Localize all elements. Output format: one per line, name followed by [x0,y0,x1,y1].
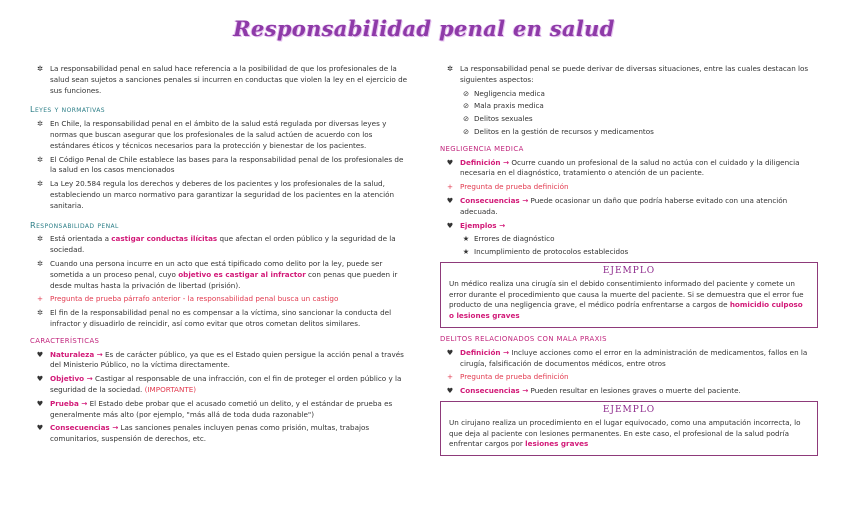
aspect-text: Mala praxis medica [474,101,544,111]
resp-text-part: que afectan el orden público y la seguridad de la sociedad. [50,234,396,255]
intro-text: La responsabilidad penal en salud hace referencia a la posibilidad de que los profesionales de la salud sean sujetos a sanciones penales si incurren en conductas que violen la ley en el ejercicio de sus funciones. [50,64,408,95]
example-box [440,401,818,456]
resp-item [30,308,410,330]
caract-item [30,350,410,372]
resp-item [30,259,410,291]
example-text: Errores de diagnóstico [474,234,555,244]
aspect-item [440,114,818,125]
question-text: Pregunta de prueba definición [460,182,569,192]
mala-item [440,386,818,397]
caract-key: Consecuencias → [50,423,119,433]
heart-icon: ♥ [36,374,44,384]
neg-item [440,221,818,232]
leyes-item-text: En Chile, la responsabilidad penal en el ámbito de la salud está regulada por diversas leyes y normas que buscan asegurar que los profesionales de la salud actúen de acuerdo con los estándares éticos y técnicos necesarios para la protección y bienestar de los pacientes. [50,119,387,150]
question-note [30,294,410,305]
example-box-body: Un cirujano realiza un procedimiento en el lugar equivocado, como una amputación incorrecta, lo que deja al paciente con lesiones permanentes. En este caso, el profesional de la salud podría enfrentar cargos por [449,417,801,449]
resp-key-phrase: castigar conductas ilícitas [111,234,218,244]
caract-text: El Estado debe probar que el acusado cometió un delito, y el estándar de prueba es generalmente más alto (por ejemplo, "más allá de toda duda razonable") [50,398,393,419]
resp-item-text: El fin de la responsabilidad penal no es compensar a la víctima, sino sancionar la conducta del infractor y disuadirlo de reincidir, así como evitar que otros cometan delitos similares. [50,308,392,328]
aspect-text: Delitos sexuales [474,114,533,124]
example-box-key: lesiones graves [525,439,589,449]
resp-text-part: Cuando una persona incurre en un acto que está tipificado como delito por la ley, puede ser sometida a un proceso penal, cuyo [50,258,383,279]
neg-text: Puede ocasionar un daño que podría haberse evitado con una atención adecuada. [460,195,788,216]
star-bullet-icon: ✲ [36,234,44,244]
resp-key-phrase: objetivo es castigar al infractor [178,269,306,279]
right-column [440,64,818,461]
star-bullet-icon: ✲ [36,64,44,73]
caract-item [30,374,410,396]
caract-item [30,423,410,445]
aspect-text: Delitos en la gestión de recursos y medicamentos [474,126,654,136]
plus-icon: + [36,294,44,304]
neg-item [440,158,818,180]
leyes-item-text: La Ley 20.584 regula los derechos y deberes de los pacientes y los profesionales de la salud, estableciendo un marco normativo para garantizar la seguridad de los pacientes en la atención sanitaria. [50,179,395,210]
mala-text: Incluye acciones como el error en la administración de medicamentos, fallos en la cirugía, falsificación de documentos médicos, entre otros [460,347,808,368]
leyes-heading: Leyes y normativas [30,104,105,115]
resp-item [30,234,410,256]
caract-key: Prueba → [50,398,88,408]
caract-item-text [50,399,410,421]
star-icon: ★ [462,234,470,244]
heart-icon: ♥ [36,398,44,408]
aspect-text: Negligencia medica [474,88,545,98]
example-item [440,234,818,245]
star-icon: ★ [462,247,470,257]
heart-icon: ♥ [446,347,454,357]
example-box [440,262,818,328]
caract-text: Las sanciones penales incluyen penas como prisión, multas, trabajos comunitarios, suspensión de derechos, etc. [50,423,370,444]
leyes-item-text: El Código Penal de Chile establece las bases para la responsabilidad penal de los profesionales de la salud en los casos mencionados [50,154,404,175]
example-box-key: homicidio culposo o lesiones graves [449,300,803,321]
plus-icon: + [446,182,454,192]
mala-item-text [460,386,818,397]
example-box-body: Un médico realiza una cirugía sin el debido consentimiento informado del paciente y comete un error durante el procedimiento que causa la muerte del paciente. Si se demuestra que el error fue producto de una negligencia grave, el médico podría enfrentarse a cargos de [449,278,804,310]
leyes-item [30,119,410,151]
circle-check-icon: ⊘ [462,114,470,124]
resp-text-part: Está orientada a [50,234,112,244]
mala-key: Consecuencias → [460,386,529,396]
caract-key: Naturaleza → [50,349,103,359]
neg-key: Consecuencias → [460,195,529,205]
neg-item-text [460,196,818,218]
neg-item [440,196,818,218]
neg-item-text [460,158,818,180]
aspect-item [440,127,818,138]
heart-icon: ♥ [446,195,454,205]
resp-heading: Responsabilidad penal [30,219,119,230]
heart-icon: ♥ [36,349,44,359]
mala-item-text [460,348,818,370]
caract-item [30,399,410,421]
leyes-item [30,179,410,211]
leyes-item [30,155,410,177]
caract-item-text [50,350,410,372]
mala-text: Pueden resultar en lesiones graves o muerte del paciente. [528,386,741,396]
aspect-item [440,89,818,100]
resp-item-text [50,234,410,256]
resp-item-text [50,259,410,291]
important-note: (IMPORTANTE) [144,384,197,394]
question-text: Pregunta de prueba párrafo anterior - la responsabilidad penal busca un castigo [50,294,339,304]
example-box-text [449,279,809,322]
caract-heading: CARACTERÍSTICAS [30,336,100,345]
circle-check-icon: ⊘ [462,126,470,136]
left-column [30,64,410,448]
neg-key: Definición → [460,157,510,167]
star-bullet-icon: ✲ [36,179,44,189]
intro-bullet [30,64,410,96]
caract-text: Castigar al responsable de una infracción, con el fin de proteger el orden público y la seguridad de la sociedad. [50,374,402,394]
circle-check-icon: ⊘ [462,101,470,111]
example-box-text [449,418,809,450]
caract-item-text [50,374,410,396]
caract-item-text [50,423,410,445]
star-bullet-icon: ✲ [36,308,44,318]
example-item [440,247,818,258]
neg-heading: NEGLIGENCIA MEDICA [440,144,524,153]
neg-text: Ocurre cuando un profesional de la salud no actúa con el cuidado y la diligencia necesaria en el diagnóstico, tratamiento o atención de un paciente. [460,157,800,178]
question-note [440,372,818,383]
example-box-title: EJEMPLO [602,404,656,415]
example-text: Incumplimiento de protocolos establecidos [474,247,629,257]
heart-icon: ♥ [446,220,454,230]
star-bullet-icon: ✲ [36,258,44,268]
caract-key: Objetivo → [50,374,93,384]
heart-icon: ♥ [446,386,454,396]
mala-key: Definición → [460,347,510,357]
heart-icon: ♥ [36,423,44,433]
mala-heading: DELITOS RELACIONADOS CON MALA PRAXIS [440,334,607,343]
aspect-item [440,101,818,112]
plus-icon: + [446,372,454,382]
heart-icon: ♥ [446,157,454,167]
star-bullet-icon: ✲ [36,154,44,164]
example-box-title: EJEMPLO [602,265,656,276]
star-bullet-icon: ✲ [36,119,44,129]
mala-item [440,348,818,370]
right-intro-text: La responsabilidad penal se puede derivar de diversas situaciones, entre las cuales destacan los siguientes aspectos: [460,64,809,84]
star-bullet-icon: ✲ [446,64,454,73]
caract-text: Es de carácter público, ya que es el Estado quien persigue la acción penal a través del Ministerio Público, no la víctima directamente. [50,349,404,370]
right-intro-bullet [440,64,818,86]
page-title: Responsabilidad penal en salud [233,16,615,41]
resp-text-part: con penas que pueden ir desde multas hasta la privación de libertad (prisión). [50,269,398,290]
question-text: Pregunta de prueba definición [460,372,569,382]
neg-key: Ejemplos → [460,220,506,230]
question-note [440,182,818,193]
circle-check-icon: ⊘ [462,88,470,98]
